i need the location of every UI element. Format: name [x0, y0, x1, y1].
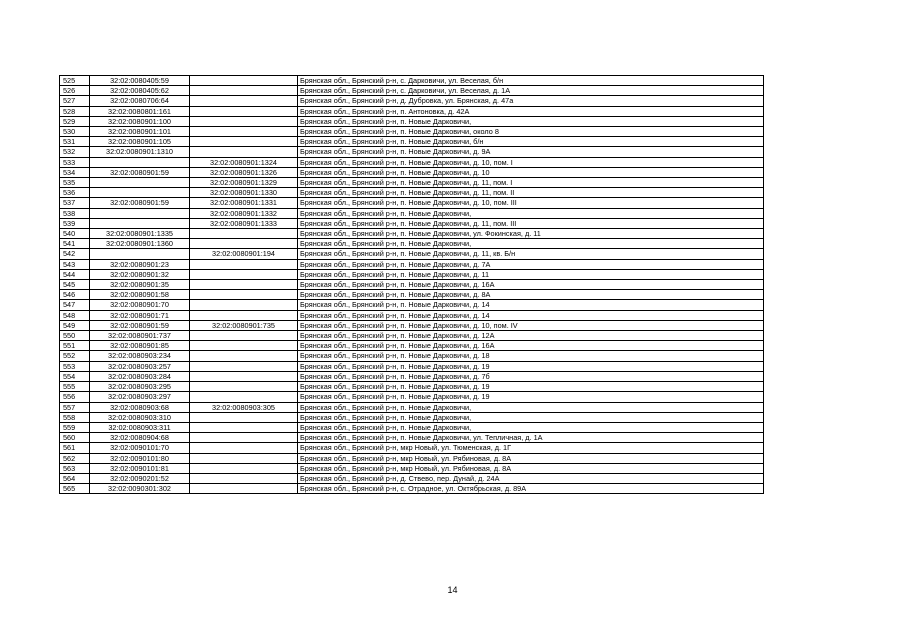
row-number-cell: 535: [60, 178, 90, 188]
cadastral-number-cell: [90, 249, 190, 259]
cadastral-number-cell: 32:02:0080801:161: [90, 106, 190, 116]
related-cadastral-number-cell: [190, 147, 298, 157]
cadastral-number-cell: 32:02:0080901:70: [90, 300, 190, 310]
related-cadastral-number-cell: [190, 443, 298, 453]
address-cell: Брянская обл., Брянский р-н, п. Новые Дарковичи, д. 11, пом. III: [298, 218, 764, 228]
address-cell: Брянская обл., Брянский р-н, п. Новые Дарковичи, д. 8А: [298, 290, 764, 300]
row-number-cell: 562: [60, 453, 90, 463]
related-cadastral-number-cell: [190, 259, 298, 269]
related-cadastral-number-cell: [190, 137, 298, 147]
cadastral-table: [59, 75, 764, 494]
row-number-cell: 551: [60, 341, 90, 351]
table-row: [60, 402, 764, 412]
address-cell: Брянская обл., Брянский р-н, мкр Новый, ул. Тюменская, д. 1Г: [298, 443, 764, 453]
cadastral-number-cell: 32:02:0080901:23: [90, 259, 190, 269]
row-number-cell: 546: [60, 290, 90, 300]
related-cadastral-number-cell: [190, 351, 298, 361]
row-number-cell: 565: [60, 484, 90, 494]
address-cell: Брянская обл., Брянский р-н, п. Новые Дарковичи, д. 11, пом. I: [298, 178, 764, 188]
address-cell: Брянская обл., Брянский р-н, п. Новые Дарковичи, д. 14: [298, 310, 764, 320]
row-number-cell: 542: [60, 249, 90, 259]
related-cadastral-number-cell: [190, 280, 298, 290]
table-row: [60, 137, 764, 147]
address-cell: Брянская обл., Брянский р-н, п. Новые Дарковичи, б/н: [298, 137, 764, 147]
table-row: [60, 382, 764, 392]
related-cadastral-number-cell: 32:02:0080901:1329: [190, 178, 298, 188]
table-row: [60, 188, 764, 198]
table-row: [60, 280, 764, 290]
row-number-cell: 540: [60, 229, 90, 239]
row-number-cell: 563: [60, 463, 90, 473]
address-cell: Брянская обл., Брянский р-н, д. Дубровка, ул. Брянская, д. 47а: [298, 96, 764, 106]
cadastral-number-cell: 32:02:0080901:71: [90, 310, 190, 320]
table-row: [60, 341, 764, 351]
related-cadastral-number-cell: [190, 484, 298, 494]
cadastral-number-cell: 32:02:0080706:64: [90, 96, 190, 106]
related-cadastral-number-cell: [190, 341, 298, 351]
cadastral-number-cell: 32:02:0080903:297: [90, 392, 190, 402]
table-row: [60, 484, 764, 494]
page-number: 14: [447, 585, 458, 595]
table-row: [60, 86, 764, 96]
cadastral-number-cell: 32:02:0080901:59: [90, 198, 190, 208]
row-number-cell: 530: [60, 127, 90, 137]
address-cell: Брянская обл., Брянский р-н, п. Новые Дарковичи, д. 16А: [298, 280, 764, 290]
table-row: [60, 331, 764, 341]
address-cell: Брянская обл., Брянский р-н, п. Новые Дарковичи,: [298, 402, 764, 412]
row-number-cell: 558: [60, 412, 90, 422]
row-number-cell: 560: [60, 433, 90, 443]
cadastral-number-cell: 32:02:0080901:59: [90, 320, 190, 330]
table-row: [60, 371, 764, 381]
address-cell: Брянская обл., Брянский р-н, п. Новые Дарковичи, д. 10, пом. I: [298, 157, 764, 167]
table-row: [60, 463, 764, 473]
row-number-cell: 541: [60, 239, 90, 249]
table-row: [60, 361, 764, 371]
address-cell: Брянская обл., Брянский р-н, п. Новые Дарковичи, д. 10, пом. III: [298, 198, 764, 208]
cadastral-number-cell: [90, 188, 190, 198]
cadastral-number-cell: 32:02:0080903:311: [90, 422, 190, 432]
address-cell: Брянская обл., Брянский р-н, п. Новые Дарковичи, ул. Тепличная, д. 1А: [298, 433, 764, 443]
table-row: [60, 249, 764, 259]
row-number-cell: 539: [60, 218, 90, 228]
related-cadastral-number-cell: [190, 371, 298, 381]
cadastral-number-cell: 32:02:0090101:70: [90, 443, 190, 453]
address-cell: Брянская обл., Брянский р-н, п. Новые Дарковичи, д. 10, пом. IV: [298, 320, 764, 330]
row-number-cell: 528: [60, 106, 90, 116]
cadastral-number-cell: 32:02:0090301:302: [90, 484, 190, 494]
row-number-cell: 559: [60, 422, 90, 432]
table-row: [60, 433, 764, 443]
address-cell: Брянская обл., Брянский р-н, с. Дарковичи, ул. Веселая, д. 1А: [298, 86, 764, 96]
address-cell: Брянская обл., Брянский р-н, д. Ствево, пер. Дунай, д. 24А: [298, 473, 764, 483]
row-number-cell: 538: [60, 208, 90, 218]
table-row: [60, 443, 764, 453]
row-number-cell: 555: [60, 382, 90, 392]
row-number-cell: 550: [60, 331, 90, 341]
cadastral-number-cell: 32:02:0080901:85: [90, 341, 190, 351]
cadastral-number-cell: 32:02:0080405:62: [90, 86, 190, 96]
related-cadastral-number-cell: [190, 331, 298, 341]
row-number-cell: 543: [60, 259, 90, 269]
related-cadastral-number-cell: [190, 86, 298, 96]
related-cadastral-number-cell: [190, 239, 298, 249]
cadastral-number-cell: 32:02:0080901:35: [90, 280, 190, 290]
row-number-cell: 529: [60, 116, 90, 126]
cadastral-number-cell: 32:02:0080901:1310: [90, 147, 190, 157]
address-cell: Брянская обл., Брянский р-н, п. Новые Дарковичи,: [298, 422, 764, 432]
address-cell: Брянская обл., Брянский р-н, п. Новые Дарковичи,: [298, 412, 764, 422]
row-number-cell: 527: [60, 96, 90, 106]
related-cadastral-number-cell: [190, 310, 298, 320]
table-row: [60, 259, 764, 269]
table-row: [60, 229, 764, 239]
cadastral-number-cell: 32:02:0080901:32: [90, 269, 190, 279]
cadastral-number-cell: 32:02:0080903:68: [90, 402, 190, 412]
address-cell: Брянская обл., Брянский р-н, п. Новые Дарковичи, д. 7б: [298, 371, 764, 381]
address-cell: Брянская обл., Брянский р-н, п. Новые Дарковичи, д. 16А: [298, 341, 764, 351]
address-cell: Брянская обл., Брянский р-н, п. Новые Дарковичи, д. 19: [298, 361, 764, 371]
table-row: [60, 198, 764, 208]
related-cadastral-number-cell: [190, 106, 298, 116]
row-number-cell: 561: [60, 443, 90, 453]
related-cadastral-number-cell: [190, 229, 298, 239]
address-cell: Брянская обл., Брянский р-н, п. Новые Дарковичи, ул. Фокинская, д. 11: [298, 229, 764, 239]
related-cadastral-number-cell: 32:02:0080901:1324: [190, 157, 298, 167]
cadastral-number-cell: 32:02:0080903:310: [90, 412, 190, 422]
address-cell: Брянская обл., Брянский р-н, с. Отрадное, ул. Октябрьская, д. 89А: [298, 484, 764, 494]
table-row: [60, 116, 764, 126]
table-body: [60, 76, 764, 494]
address-cell: Брянская обл., Брянский р-н, п. Новые Дарковичи, д. 18: [298, 351, 764, 361]
address-cell: Брянская обл., Брянский р-н, мкр Новый, ул. Рябиновая, д. 8А: [298, 453, 764, 463]
related-cadastral-number-cell: 32:02:0080901:1332: [190, 208, 298, 218]
related-cadastral-number-cell: [190, 116, 298, 126]
related-cadastral-number-cell: 32:02:0080901:1330: [190, 188, 298, 198]
cadastral-number-cell: 32:02:0090101:81: [90, 463, 190, 473]
address-cell: Брянская обл., Брянский р-н, мкр Новый, ул. Рябиновая, д. 8А: [298, 463, 764, 473]
table-row: [60, 127, 764, 137]
related-cadastral-number-cell: [190, 422, 298, 432]
address-cell: Брянская обл., Брянский р-н, п. Новые Дарковичи, д. 7А: [298, 259, 764, 269]
table-row: [60, 310, 764, 320]
cadastral-number-cell: 32:02:0080901:58: [90, 290, 190, 300]
row-number-cell: 534: [60, 167, 90, 177]
table-row: [60, 290, 764, 300]
row-number-cell: 547: [60, 300, 90, 310]
address-cell: Брянская обл., Брянский р-н, п. Новые Дарковичи, д. 11: [298, 269, 764, 279]
cadastral-number-cell: 32:02:0080904:68: [90, 433, 190, 443]
address-cell: Брянская обл., Брянский р-н, п. Новые Дарковичи, д. 10: [298, 167, 764, 177]
related-cadastral-number-cell: [190, 433, 298, 443]
address-cell: Брянская обл., Брянский р-н, п. Новые Дарковичи,: [298, 239, 764, 249]
row-number-cell: 533: [60, 157, 90, 167]
related-cadastral-number-cell: [190, 300, 298, 310]
table-row: [60, 218, 764, 228]
related-cadastral-number-cell: 32:02:0080901:1331: [190, 198, 298, 208]
table-row: [60, 239, 764, 249]
cadastral-number-cell: 32:02:0090101:80: [90, 453, 190, 463]
table-row: [60, 392, 764, 402]
table-row: [60, 76, 764, 86]
cadastral-number-cell: 32:02:0080903:284: [90, 371, 190, 381]
related-cadastral-number-cell: [190, 453, 298, 463]
related-cadastral-number-cell: [190, 361, 298, 371]
cadastral-number-cell: [90, 218, 190, 228]
table-row: [60, 473, 764, 483]
row-number-cell: 544: [60, 269, 90, 279]
table-row: [60, 269, 764, 279]
related-cadastral-number-cell: [190, 76, 298, 86]
row-number-cell: 564: [60, 473, 90, 483]
table-row: [60, 422, 764, 432]
address-cell: Брянская обл., Брянский р-н, п. Новые Дарковичи,: [298, 208, 764, 218]
address-cell: Брянская обл., Брянский р-н, п. Антоновка, д. 42А: [298, 106, 764, 116]
row-number-cell: 557: [60, 402, 90, 412]
cadastral-number-cell: 32:02:0080901:59: [90, 167, 190, 177]
table-row: [60, 167, 764, 177]
row-number-cell: 548: [60, 310, 90, 320]
address-cell: Брянская обл., Брянский р-н, п. Новые Дарковичи, около 8: [298, 127, 764, 137]
row-number-cell: 525: [60, 76, 90, 86]
row-number-cell: 549: [60, 320, 90, 330]
table-row: [60, 178, 764, 188]
table-row: [60, 412, 764, 422]
cadastral-number-cell: 32:02:0080901:737: [90, 331, 190, 341]
related-cadastral-number-cell: [190, 290, 298, 300]
related-cadastral-number-cell: [190, 392, 298, 402]
row-number-cell: 531: [60, 137, 90, 147]
table-row: [60, 300, 764, 310]
row-number-cell: 537: [60, 198, 90, 208]
address-cell: Брянская обл., Брянский р-н, п. Новые Дарковичи,: [298, 116, 764, 126]
table-row: [60, 96, 764, 106]
address-cell: Брянская обл., Брянский р-н, п. Новые Дарковичи, д. 9А: [298, 147, 764, 157]
cadastral-number-cell: 32:02:0080901:100: [90, 116, 190, 126]
cadastral-number-cell: [90, 157, 190, 167]
row-number-cell: 554: [60, 371, 90, 381]
related-cadastral-number-cell: [190, 412, 298, 422]
cadastral-number-cell: 32:02:0080901:1335: [90, 229, 190, 239]
row-number-cell: 552: [60, 351, 90, 361]
table-row: [60, 351, 764, 361]
cadastral-number-cell: 32:02:0080903:257: [90, 361, 190, 371]
related-cadastral-number-cell: 32:02:0080901:1333: [190, 218, 298, 228]
table-row: [60, 106, 764, 116]
table-row: [60, 208, 764, 218]
cadastral-number-cell: [90, 178, 190, 188]
table-row: [60, 453, 764, 463]
table-row: [60, 320, 764, 330]
cadastral-number-cell: 32:02:0090201:52: [90, 473, 190, 483]
row-number-cell: 545: [60, 280, 90, 290]
cadastral-number-cell: [90, 208, 190, 218]
address-cell: Брянская обл., Брянский р-н, п. Новые Дарковичи, д. 12А: [298, 331, 764, 341]
related-cadastral-number-cell: [190, 96, 298, 106]
row-number-cell: 532: [60, 147, 90, 157]
related-cadastral-number-cell: 32:02:0080901:735: [190, 320, 298, 330]
cadastral-number-cell: 32:02:0080405:59: [90, 76, 190, 86]
row-number-cell: 536: [60, 188, 90, 198]
table-row: [60, 157, 764, 167]
related-cadastral-number-cell: 32:02:0080901:194: [190, 249, 298, 259]
address-cell: Брянская обл., Брянский р-н, п. Новые Дарковичи, д. 19: [298, 392, 764, 402]
related-cadastral-number-cell: 32:02:0080903:305: [190, 402, 298, 412]
related-cadastral-number-cell: [190, 269, 298, 279]
row-number-cell: 556: [60, 392, 90, 402]
related-cadastral-number-cell: [190, 463, 298, 473]
cadastral-number-cell: 32:02:0080903:234: [90, 351, 190, 361]
address-cell: Брянская обл., Брянский р-н, п. Новые Дарковичи, д. 11, пом. II: [298, 188, 764, 198]
row-number-cell: 526: [60, 86, 90, 96]
cadastral-number-cell: 32:02:0080901:101: [90, 127, 190, 137]
row-number-cell: 553: [60, 361, 90, 371]
related-cadastral-number-cell: [190, 473, 298, 483]
related-cadastral-number-cell: [190, 127, 298, 137]
address-cell: Брянская обл., Брянский р-н, п. Новые Дарковичи, д. 11, кв. Б/н: [298, 249, 764, 259]
related-cadastral-number-cell: 32:02:0080901:1326: [190, 167, 298, 177]
cadastral-number-cell: 32:02:0080901:1360: [90, 239, 190, 249]
table-row: [60, 147, 764, 157]
address-cell: Брянская обл., Брянский р-н, с. Дарковичи, ул. Веселая, б/н: [298, 76, 764, 86]
address-cell: Брянская обл., Брянский р-н, п. Новые Дарковичи, д. 19: [298, 382, 764, 392]
cadastral-number-cell: 32:02:0080901:105: [90, 137, 190, 147]
cadastral-number-cell: 32:02:0080903:295: [90, 382, 190, 392]
related-cadastral-number-cell: [190, 382, 298, 392]
address-cell: Брянская обл., Брянский р-н, п. Новые Дарковичи, д. 14: [298, 300, 764, 310]
